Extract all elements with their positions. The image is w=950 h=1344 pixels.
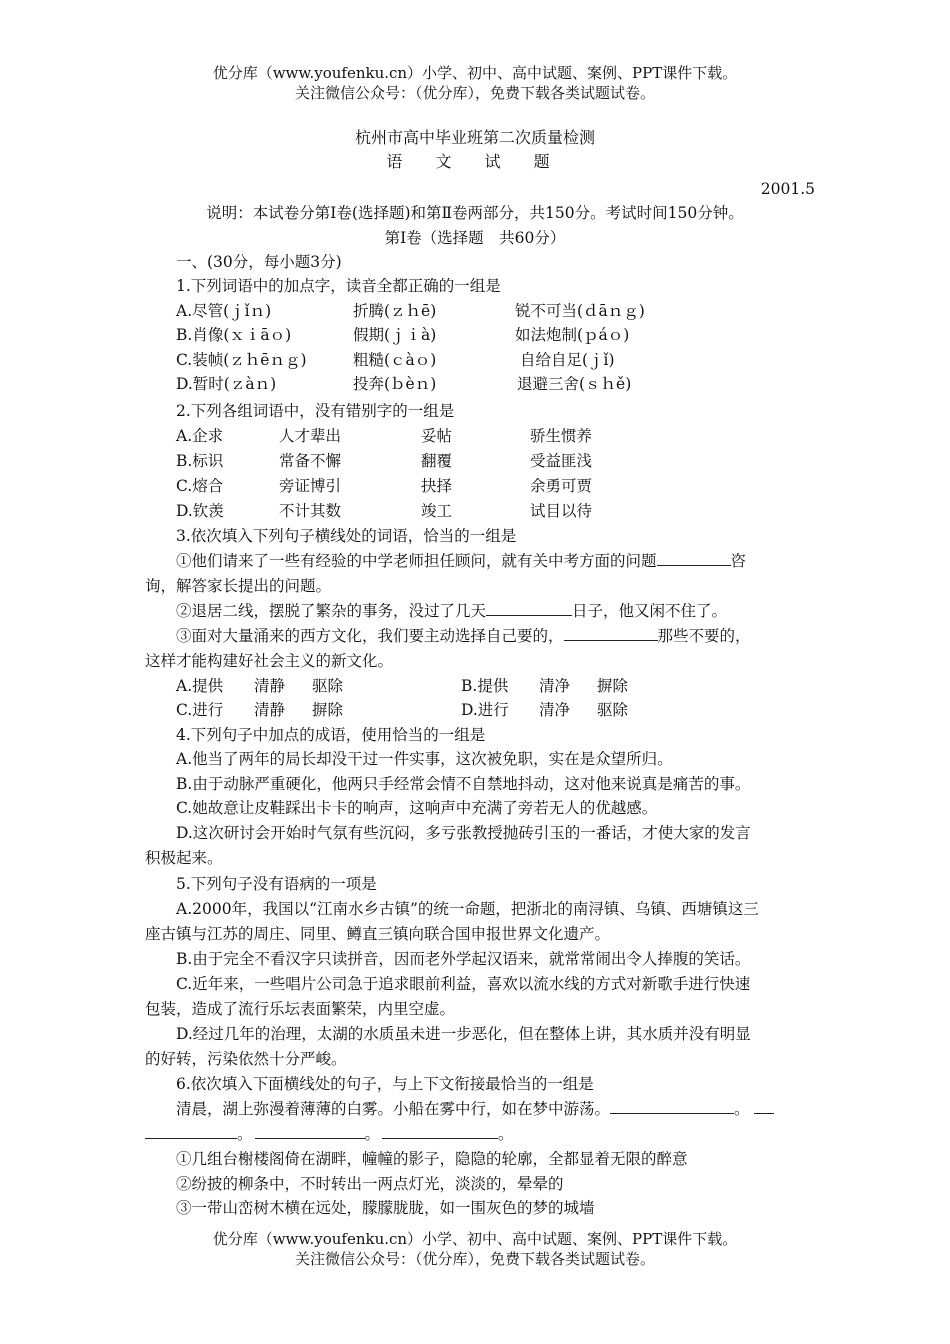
q3-blank-2 bbox=[486, 601, 572, 616]
q3-opt-b-1: B.提供 bbox=[461, 677, 509, 695]
q1-option-d3: 退避三舍(ｓｈě) bbox=[517, 375, 632, 393]
q6-blank-2b bbox=[145, 1124, 237, 1139]
q3-s2-text: ②退居二线，摆脱了繁杂的事务，没过了几天 bbox=[176, 602, 487, 620]
q6-punct-4: 。 bbox=[498, 1125, 514, 1143]
header-line-2: 关注微信公众号：（优分库），免费下载各类试题试卷。 bbox=[294, 84, 655, 102]
exam-note: 说明：本试卷分第Ⅰ卷(选择题)和第Ⅱ卷两部分，共150分。考试时间150分钟。 bbox=[206, 204, 744, 222]
exam-subtitle: 语 文 试 题 bbox=[386, 152, 564, 171]
q1-option-d1: D.暂时(ｚàｎ) bbox=[176, 375, 277, 393]
footer-line-1: 优分库（www.youfenku.cn）小学、初中、高中试题、案例、PPT课件下载。 bbox=[212, 1230, 738, 1248]
q3-opt-d-1: D.进行 bbox=[461, 701, 509, 719]
q6-blank-3 bbox=[255, 1124, 365, 1139]
exam-title: 杭州市高中毕业班第二次质量检测 bbox=[354, 128, 595, 147]
q2-b-4: 受益匪浅 bbox=[530, 452, 593, 470]
q3-opt-b-3: 摒除 bbox=[597, 677, 629, 695]
q6-text-cont bbox=[145, 1124, 514, 1144]
q3-sentence-1-cont: 询，解答家长提出的问题。 bbox=[145, 577, 332, 595]
q2-a-1: A.企求 bbox=[176, 427, 224, 445]
q1-option-b3: 如法炮制(ｐáｏ) bbox=[515, 326, 630, 344]
q6-blank-1 bbox=[610, 1099, 734, 1114]
section-1-heading: 一、(30分，每小题3分) bbox=[176, 253, 342, 271]
q1-option-b1: B.肖像(ｘｉāｏ) bbox=[176, 326, 292, 344]
q5-option-a: A.2000年，我国以“江南水乡古镇”的统一命题，把浙北的南浔镇、乌镇、西塘镇这三 bbox=[176, 900, 759, 918]
q6-stem: 6.依次填入下面横线处的句子，与上下文衔接最恰当的一组是 bbox=[176, 1075, 594, 1093]
q6-text bbox=[176, 1099, 774, 1119]
q2-b-2: 常备不懈 bbox=[279, 452, 342, 470]
q6-option-1: ①几组台榭楼阁倚在湖畔，幢幢的影子，隐隐的轮廓，全都显着无限的醉意 bbox=[176, 1150, 688, 1168]
q3-opt-d-2: 清净 bbox=[539, 701, 571, 719]
q3-opt-a-3: 驱除 bbox=[312, 677, 344, 695]
q1-stem: 1.下列词语中的加点字，读音全都正确的一组是 bbox=[176, 277, 501, 295]
q2-stem: 2.下列各组词语中，没有错别字的一组是 bbox=[176, 402, 455, 420]
q1-option-a1: A.尽管(ｊǐｎ) bbox=[176, 302, 272, 320]
q3-sentence-3 bbox=[176, 626, 751, 646]
q1-option-c3: 自给自足(ｊǐ) bbox=[520, 351, 615, 369]
q2-a-2: 人才辈出 bbox=[279, 427, 342, 445]
q3-s3-text: ③面对大量涌来的西方文化，我们要主动选择自己要的， bbox=[176, 627, 564, 645]
q1-option-a2: 折腾(ｚｈē) bbox=[353, 302, 437, 320]
q3-s1-text: ①他们请来了一些有经验的中学老师担任顾问，就有关中考方面的问题 bbox=[176, 552, 657, 570]
q3-s2-tail: 日子，他又闲不住了。 bbox=[572, 602, 728, 620]
q3-opt-a-2: 清静 bbox=[254, 677, 286, 695]
q5-option-c: C.近年来，一些唱片公司急于追求眼前利益，喜欢以流水线的方式对新歌手进行快速 bbox=[176, 975, 751, 993]
part1-title: 第Ⅰ卷（选择题 共60分） bbox=[384, 229, 566, 247]
q6-blank-4 bbox=[382, 1124, 498, 1139]
q2-c-1: C.熔合 bbox=[176, 477, 224, 495]
q2-c-3: 抉择 bbox=[421, 477, 453, 495]
q2-b-3: 翻覆 bbox=[421, 452, 453, 470]
q6-punct-2: 。 bbox=[237, 1125, 253, 1143]
q3-s1-tail: 咨 bbox=[730, 552, 747, 570]
q3-blank-1 bbox=[657, 551, 731, 566]
q4-option-d-cont: 积极起来。 bbox=[145, 849, 223, 867]
q4-option-c: C.她故意让皮鞋踩出卡卡的响声，这响声中充满了旁若无人的优越感。 bbox=[176, 799, 658, 817]
q3-opt-d-3: 驱除 bbox=[597, 701, 629, 719]
q4-option-d: D.这次研讨会开始时气氛有些沉闷，多亏张教授抛砖引玉的一番话，才使大家的发言 bbox=[176, 824, 751, 842]
q2-d-3: 竣工 bbox=[421, 502, 453, 520]
q3-sentence-2 bbox=[176, 601, 727, 621]
q1-option-b2: 假期(ｊｉà) bbox=[353, 326, 437, 344]
q2-d-2: 不计其数 bbox=[279, 502, 342, 520]
q2-a-3: 妥帖 bbox=[421, 427, 453, 445]
q3-sentence-3-cont: 这样才能构建好社会主义的新文化。 bbox=[145, 652, 394, 670]
q3-opt-a-1: A.提供 bbox=[176, 677, 224, 695]
q3-opt-c-3: 摒除 bbox=[312, 701, 344, 719]
q6-option-2: ②纷披的柳条中，不时转出一两点灯光，淡淡的，晕晕的 bbox=[176, 1175, 564, 1193]
q2-d-4: 试目以待 bbox=[530, 502, 593, 520]
q2-b-1: B.标识 bbox=[176, 452, 224, 470]
q5-option-c-cont: 包装，造成了流行乐坛表面繁荣，内里空虚。 bbox=[145, 1000, 456, 1018]
q3-opt-c-1: C.进行 bbox=[176, 701, 224, 719]
q4-stem: 4.下列句子中加点的成语，使用恰当的一组是 bbox=[176, 726, 486, 744]
q5-option-a-cont: 座古镇与江苏的周庄、同里、鳟直三镇向联合国申报世界文化遗产。 bbox=[145, 925, 611, 943]
footer-line-2: 关注微信公众号：（优分库），免费下载各类试题试卷。 bbox=[294, 1250, 655, 1268]
header-line-1: 优分库（www.youfenku.cn）小学、初中、高中试题、案例、PPT课件下载。 bbox=[212, 64, 738, 82]
q5-option-d: D.经过几年的治理，太湖的水质虽未进一步恶化，但在整体上讲，其水质并没有明显 bbox=[176, 1025, 751, 1043]
q1-option-d2: 投奔(ｂèｎ) bbox=[353, 375, 437, 393]
q6-punct-1: 。 bbox=[734, 1100, 750, 1118]
q3-opt-b-2: 清净 bbox=[539, 677, 571, 695]
q3-s3-tail: 那些不要的， bbox=[657, 627, 751, 645]
q5-option-b: B.由于完全不看汉字只读拼音，因而老外学起汉语来，就常常闹出令人捧腹的笑话。 bbox=[176, 950, 751, 968]
q3-blank-3 bbox=[564, 626, 658, 641]
q2-d-1: D.钦羡 bbox=[176, 502, 224, 520]
q2-c-2: 旁证博引 bbox=[279, 477, 342, 495]
q4-option-b: B.由于动脉严重硬化，他两只手经常会情不自禁地抖动，这对他来说真是痛苦的事。 bbox=[176, 775, 751, 793]
q2-a-4: 骄生惯养 bbox=[530, 427, 593, 445]
q3-opt-c-2: 清静 bbox=[254, 701, 286, 719]
q5-stem: 5.下列句子没有语病的一项是 bbox=[176, 875, 377, 893]
q3-sentence-1 bbox=[176, 551, 746, 571]
exam-date: 2001.5 bbox=[760, 180, 815, 198]
q6-passage: 清晨，湖上弥漫着薄薄的白雾。小船在雾中行，如在梦中游荡。 bbox=[176, 1100, 611, 1118]
q3-stem: 3.依次填入下列句子横线处的词语，恰当的一组是 bbox=[176, 527, 517, 545]
q1-option-c2: 粗糙(ｃàｏ) bbox=[353, 351, 437, 369]
q6-blank-2a bbox=[754, 1099, 774, 1114]
q5-option-d-cont: 的好转，污染依然十分严峻。 bbox=[145, 1050, 347, 1068]
q4-option-a: A.他当了两年的局长却没干过一件实事，这次被免职，实在是众望所归。 bbox=[176, 750, 673, 768]
q1-option-a3: 锐不可当(ｄāｎｇ) bbox=[515, 302, 645, 320]
q1-option-c1: C.装帧(ｚｈēｎｇ) bbox=[176, 351, 307, 369]
q2-c-4: 余勇可贾 bbox=[530, 477, 593, 495]
q6-option-3: ③一带山峦树木横在远处，朦朦胧胧，如一围灰色的梦的城墙 bbox=[176, 1199, 595, 1217]
q6-punct-3: 。 bbox=[364, 1125, 381, 1143]
